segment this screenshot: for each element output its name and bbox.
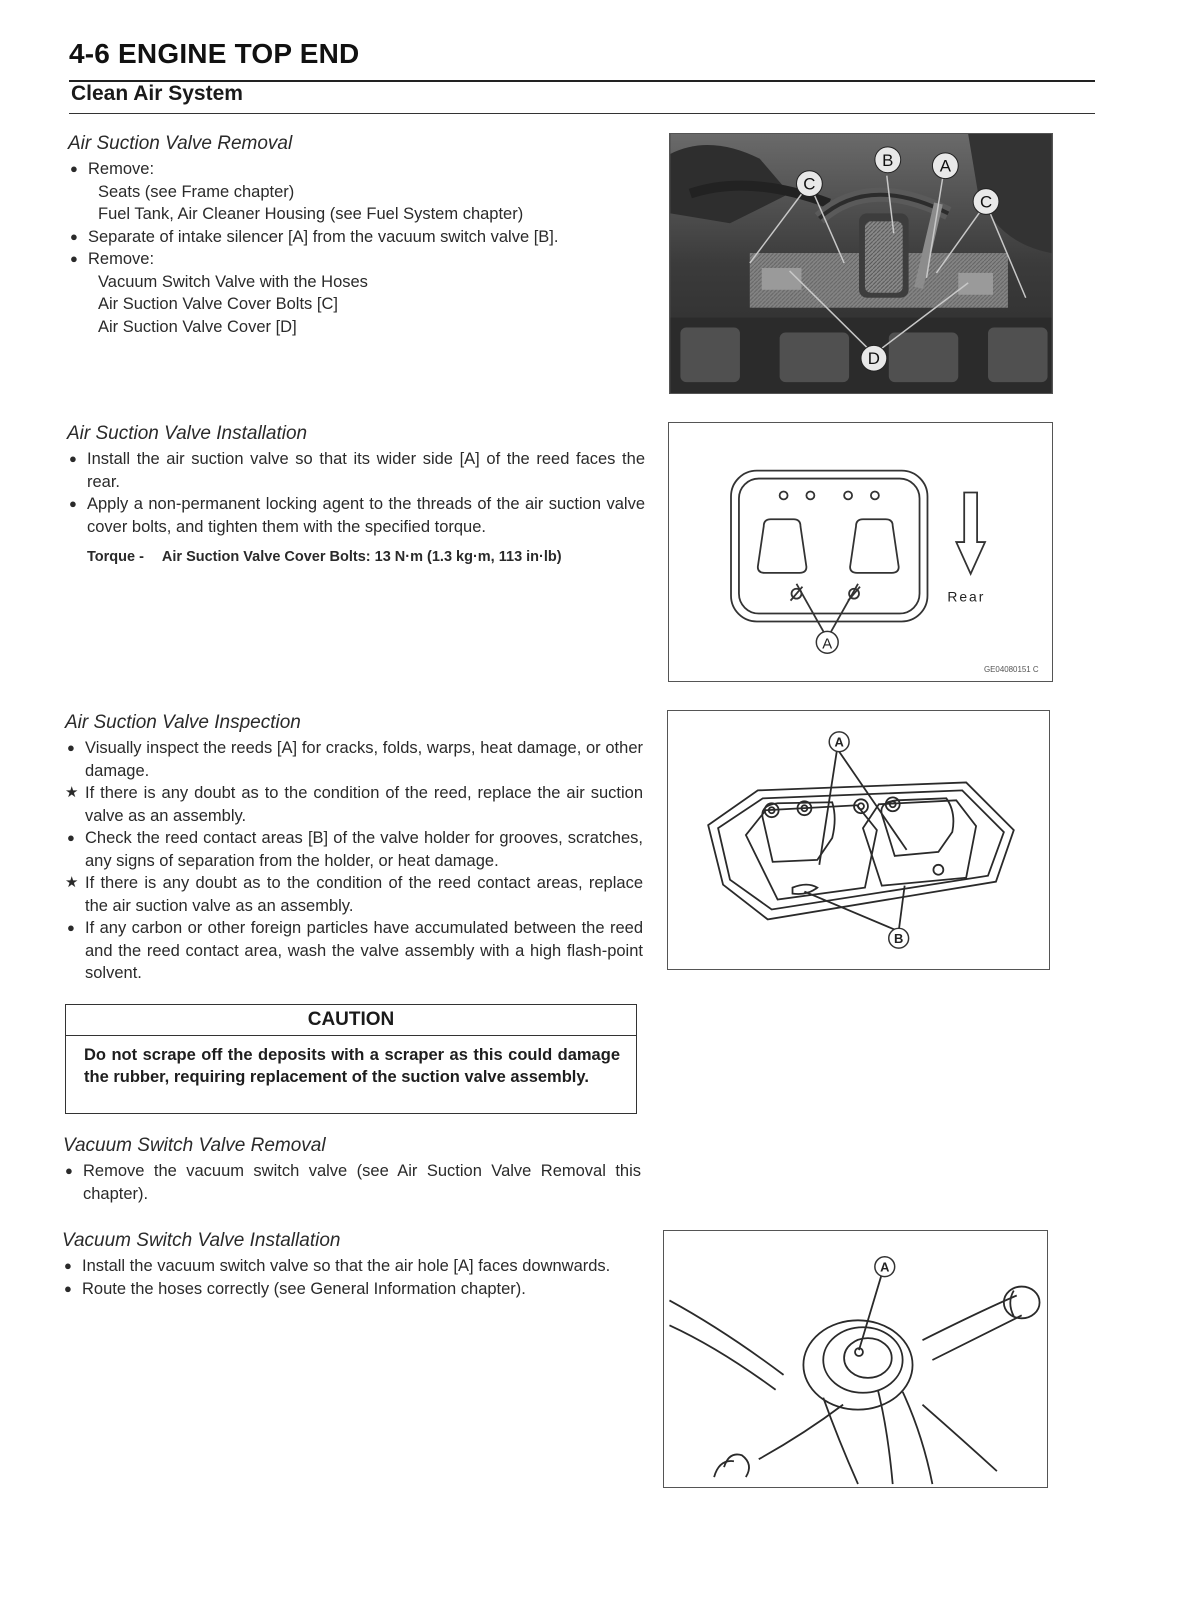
- bullet-item: ● Remove the vacuum switch valve (see Air Suction Valve Removal this chapter).: [65, 1162, 641, 1203]
- sub-item: Vacuum Switch Valve with the Hoses: [98, 272, 368, 291]
- label-b: B: [882, 150, 894, 170]
- reed-valve-inspection-figure: [667, 710, 1050, 970]
- torque-spec: Torque - Air Suction Valve Cover Bolts: 13 N·m (1.3 kg·m, 113 in·lb): [87, 549, 562, 565]
- bullet-icon: ●: [70, 251, 78, 266]
- reed-valve-perspective: [668, 711, 1049, 969]
- sub-item: Air Suction Valve Cover Bolts [C]: [98, 295, 338, 313]
- vacuum-switch-valve-figure: [663, 1230, 1048, 1488]
- bullet-item: ● Install the air suction valve so that its wider side [A] of the reed faces the rear.: [69, 450, 645, 491]
- label-b: B: [894, 931, 904, 947]
- star-icon: ★: [65, 874, 79, 891]
- subheading: Vacuum Switch Valve Installation: [62, 1230, 341, 1251]
- bullet-item: ● Visually inspect the reeds [A] for cracks, folds, warps, heat damage, or other damage.: [67, 739, 643, 780]
- bullet-icon: ●: [69, 496, 77, 511]
- sub-item: Seats (see Frame chapter): [98, 182, 295, 201]
- bullet-icon: ●: [67, 740, 75, 755]
- star-icon: ★: [65, 784, 79, 801]
- bullet-icon: ●: [70, 228, 78, 244]
- bullet-icon: ●: [69, 451, 77, 466]
- caution-box: [65, 1004, 637, 1114]
- sub-item: Fuel Tank, Air Cleaner Housing (see Fuel System chapter): [98, 205, 524, 223]
- section-vacuum-switch-valve-installation: [62, 1228, 640, 1300]
- caution-text: Do not scrape off the deposits with a scraper as this could damage the rubber, requiring replacement of the suction valve assembly.: [84, 1046, 620, 1086]
- vacuum-switch-valve-drawing: [664, 1231, 1047, 1487]
- sub-item: Air Suction Valve Cover [D]: [98, 317, 297, 336]
- section-rule: [69, 113, 1095, 114]
- reed-valve-orientation-figure: [668, 422, 1053, 682]
- subheading: Air Suction Valve Installation: [67, 423, 308, 444]
- bullet-item: ● Install the vacuum switch valve so that the air hole [A] faces downwards.: [62, 1255, 640, 1278]
- bullet-item: ● If any carbon or other foreign particles have accumulated between the reed and the reed contact area, wash the valve assembly with a high flash-point solvent.: [67, 919, 643, 982]
- star-item: ★ If there is any doubt as to the condition of the reed contact areas, replace the air suction valve as an assembly.: [65, 874, 643, 915]
- bullet-icon: ●: [70, 161, 78, 176]
- star-item: ★ If there is any doubt as to the condition of the reed, replace the air suction valve as an assembly.: [65, 784, 643, 825]
- section-title: Clean Air System: [71, 82, 243, 105]
- bullet-icon: ●: [65, 1163, 73, 1178]
- section-air-suction-valve-removal: [68, 131, 658, 338]
- bullet-item: ● Separate of intake silencer [A] from the vacuum switch valve [B].: [68, 226, 658, 249]
- reed-valve-diagram: [669, 423, 1052, 681]
- label-a: A: [939, 156, 951, 176]
- subheading: Air Suction Valve Inspection: [65, 712, 301, 733]
- figure-code: GE04080151 C: [983, 665, 1039, 675]
- bullet-item: ● Check the reed contact areas [B] of the valve holder for grooves, scratches, any signs of separation from the holder, or heat damage.: [67, 829, 643, 870]
- rear-label: Rear: [947, 588, 986, 605]
- engine-photo-figure: [669, 133, 1053, 394]
- label-a: A: [822, 636, 833, 653]
- label-c: C: [803, 174, 816, 194]
- bullet-icon: ●: [64, 1258, 72, 1273]
- bullet-icon: ●: [64, 1280, 72, 1296]
- bullet-icon: ●: [67, 830, 75, 845]
- section-air-suction-valve-installation: [67, 421, 645, 569]
- section-vacuum-switch-valve-removal: [63, 1133, 641, 1205]
- bullet-icon: ●: [67, 920, 75, 935]
- label-d: D: [867, 349, 880, 369]
- label-a: A: [834, 734, 844, 750]
- bullet-item: ● Remove:: [68, 158, 658, 181]
- bullet-item: ● Apply a non-permanent locking agent to the threads of the air suction valve cover bolts, and tighten them with the specified torque.: [69, 495, 645, 536]
- subheading: Vacuum Switch Valve Removal: [63, 1135, 326, 1156]
- caution-title: CAUTION: [66, 1005, 636, 1036]
- bullet-item: ● Remove:: [68, 248, 658, 271]
- engine-photo: [670, 134, 1052, 393]
- section-air-suction-valve-inspection: [65, 710, 643, 985]
- label-c: C: [979, 192, 993, 212]
- subheading: Air Suction Valve Removal: [68, 133, 293, 154]
- bullet-item: ● Route the hoses correctly (see General Information chapter).: [62, 1278, 640, 1301]
- label-a: A: [880, 1259, 890, 1275]
- page-title: 4-6 ENGINE TOP END: [69, 38, 360, 69]
